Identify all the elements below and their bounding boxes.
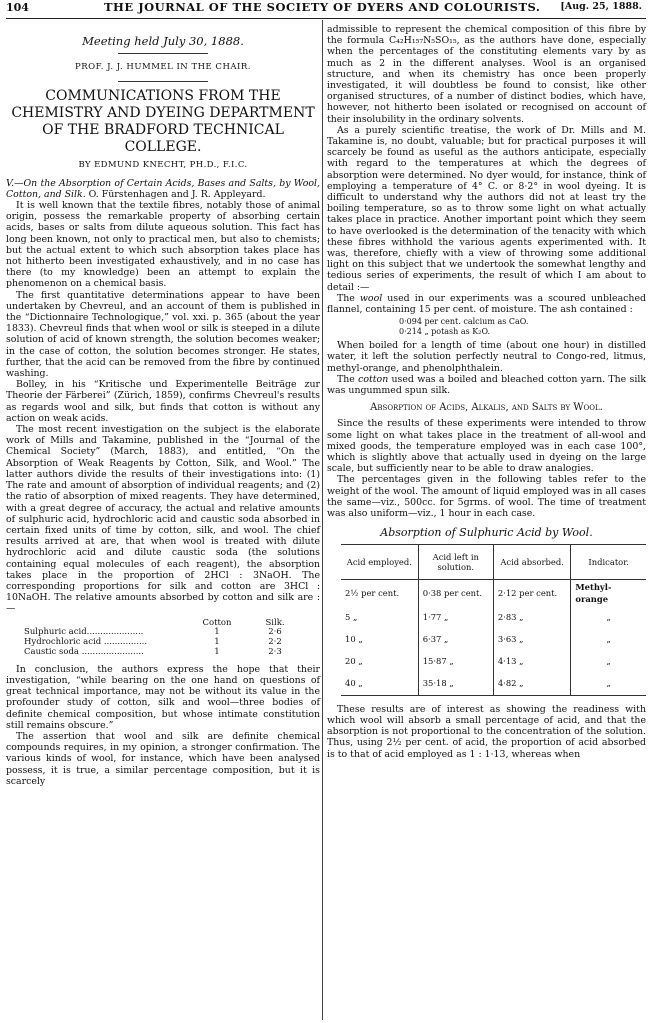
paragraph: It is well known that the textile fibres, notably those of animal origin, possess the remarkable property of absorbing certain acids, bases or salts from dilute aqueous solution. This fact has long been known, not only to practical men, but also to chemists; but the actual extent to which such absorption takes place has not hitherto been investigated exhaustively, and in no case has there (to my knowledge) been an attempt to explain the phenomenon on a chemical basis.	[6, 200, 320, 290]
paragraph: As a purely scientific treatise, the work of Dr. Mills and M. Takamine is, no doubt, valuable; but for practical purposes it will scarcely be found as useful as the authors anticipate, especially with regard to the temperatures at which the degrees of absorption were determined. No dyer would, for instance, think of employing a temperature of 4° C. or 8·2° in wool dyeing. It is difficult to understand why the authors did not at least try the boiling temperature, so as to throw some light on what actually takes place in practice. Another important point which they seem to have overlooked is the determination of the tenacity with which these fibres withhold the various agents experimented with. It was, therefore, chiefly with a view of throwing some additional light on this subject that we undertook the somewhat lengthy and tedious series of experiments, the result of which I am about to detail :—	[327, 124, 646, 293]
ash-line: 0·094 per cent. calcium as CaO.	[399, 317, 529, 327]
ash-line: 0·214 „ potash as K₂O.	[399, 326, 491, 336]
issue-date: [Aug. 25, 1888.	[560, 1, 642, 12]
ash-composition	[399, 317, 646, 336]
meeting-heading: Meeting held July 30, 1888.	[82, 34, 244, 48]
paragraph: Since the results of these experiments were intended to throw some light on what takes place in the treatment of all-wool and mixed goods, the temperature employed was in each case 100°, which is slightly above that actually used in dyeing on the large scale, but sufficiently near to be able to draw analogies.	[327, 418, 646, 475]
table-header-row: Cotton Silk.	[202, 617, 285, 628]
table-row: 10 „ 6·37 „ 3·63 „ „	[341, 629, 646, 651]
column-divider	[322, 20, 323, 1020]
section-subheading: Absorption of Acids, Alkalis, and Salts by Wool.	[370, 402, 603, 414]
paragraph: admissible to represent the chemical composition of this fibre by the formula C₄₂H₁₅₇N₅SO₁₅, as the authors have done, especially when the percentages of the constituting elements vary by as much as 2 in the different analyses. Wool is an organised structure, and when its chemistry has once been properly investigated, it will doubtless be found to consist, like other organised structures, of a number of distinct bodies, which have, however, not hitherto been isolated or recognised on account of their insolubility in the ordinary solvents.	[327, 24, 646, 125]
paragraph: The assertion that wool and silk are definite chemical compounds requires, in my opinion, a stronger confirmation. The various kinds of wool, for instance, which have been analysed possess, it is true, a similar percentage composition, but it is scarcely	[6, 730, 320, 787]
paragraph: Bolley, in his “Kritische und Experimentelle Beiträge zur Theorie der Färberei” (Zürich, 1859), confirms Chevreul's results as regards wool and silk, but finds that cotton is without any action on weak acids.	[6, 379, 320, 424]
table-header-row: Acid employed. Acid left in solution. Acid absorbed. Indicator.	[341, 545, 646, 580]
journal-title: THE JOURNAL OF THE SOCIETY OF DYERS AND COLOURISTS.	[104, 0, 541, 14]
paragraph: The most recent investigation on the subject is the elaborate work of Mills and Takamine, published in the “Journal of the Chemical Society” (March, 1883), and entitled, “On the Absorption of Weak Reagents by Cotton, Silk, and Wool.” The latter authors divide the results of their investigations into: (1) The rate and amount of absorption of individual reagents; and (2) the ratio of absorption of mixed reagents. They have determined, with a great degree of accuracy, the actual and relative amounts of sulphuric acid, hydrochloric acid and caustic soda absorbed in certain fixed units of time by cotton, silk, and wool. The chief results arrived at are, that when wool is treated with dilute hydrochloric acid and dilute caustic soda (the solutions containing equal molecules of each reagent), the absorption takes place in the proportion of 2HCl : 3NaOH. The corresponding proportions for silk and cotton are 3HCl : 10NaOH. The relative amounts absorbed by cotton and silk are :—	[6, 424, 320, 615]
table-row: 20 „ 15·87 „ 4·13 „ „	[341, 651, 646, 673]
chair-line: PROF. J. J. HUMMEL IN THE CHAIR.	[75, 62, 251, 73]
section-heading: V.—On the Absorption of Certain Acids, Bases and Salts, by Wool, Cotton, and Silk. O. Fürstenhagen and J. R. Appleyard.	[6, 177, 320, 200]
paragraph: When boiled for a length of time (about one hour) in distilled water, it left the solution perfectly neutral to Congo-red, litmus, methyl-orange, and phenolphthalein.	[327, 340, 646, 374]
table-row: Hydrochloric acid ................ 1 2·2	[24, 637, 282, 648]
table-row: Caustic soda ....................... 1 2·3	[24, 646, 282, 657]
sulphuric-acid-table	[341, 544, 646, 695]
table-title: Absorption of Sulphuric Acid by Wool.	[380, 526, 593, 540]
right-column	[327, 24, 646, 760]
table-row: 5 „ 1·77 „ 2·83 „ „	[341, 607, 646, 629]
article-title: COMMUNICATIONS FROM THE CHEMISTRY AND DYEING DEPARTMENT OF THE BRADFORD TECHNICAL COLLEGE.	[11, 88, 315, 156]
paragraph: The percentages given in the following tables refer to the weight of the wool. The amount of liquid employed was in all cases the same—viz., 500cc. for 5grms. of wool. The time of treatment was also uniform—viz., 1 hour in each case.	[327, 474, 646, 519]
paragraph: The wool used in our experiments was a scoured unbleached flannel, containing 15 per cent. of moisture. The ash contained :	[327, 292, 646, 316]
table-row: Sulphuric acid..................... 1 2·6	[24, 627, 282, 638]
paragraph: The first quantitative determinations appear to have been undertaken by Chevreul, and an account of them is published in the “Dictionnaire Technologique,” vol. xxi. p. 365 (about the year 1833). Chevreul finds that when wool or silk is steeped in a dilute solution of acid of known strength, the solution becomes weaker; in the case of cotton, the solution becomes stronger. He states, further, that the acid can be removed from the fibre by continued washing.	[6, 289, 320, 380]
absorption-ratio-table	[20, 619, 304, 658]
table-row: 2½ per cent. 0·38 per cent. 2·12 per cent. Methyl-orange	[341, 580, 646, 607]
table-row: 40 „ 35·18 „ 4·82 „ „	[341, 673, 646, 696]
paragraph: In conclusion, the authors express the hope that their investigation, “while bearing on the one hand on questions of great technical importance, may not be without its value in the profounder study of cotton, silk and wool—three bodies of definite chemical composition, but whose intimate constitution still remains obscure.”	[6, 663, 320, 731]
left-column	[6, 24, 320, 787]
header-rule	[6, 18, 646, 19]
page-number: 104	[6, 1, 29, 14]
paragraph: These results are of interest as showing the readiness with which wool will absorb a small percentage of acid, and that the absorption is not proportional to the concentration of the solution. Thus, using 2½ per cent. of acid, the proportion of acid absorbed is to that of acid employed as 1 : 1·13, whereas when	[327, 703, 646, 760]
separator-rule	[118, 53, 208, 54]
separator-rule	[118, 81, 208, 82]
running-header	[0, 0, 650, 18]
paragraph: The cotton used was a boiled and bleached cotton yarn. The silk was ungummed spun silk.	[327, 373, 646, 397]
article-author: BY EDMUND KNECHT, PH.D., F.I.C.	[78, 160, 248, 171]
